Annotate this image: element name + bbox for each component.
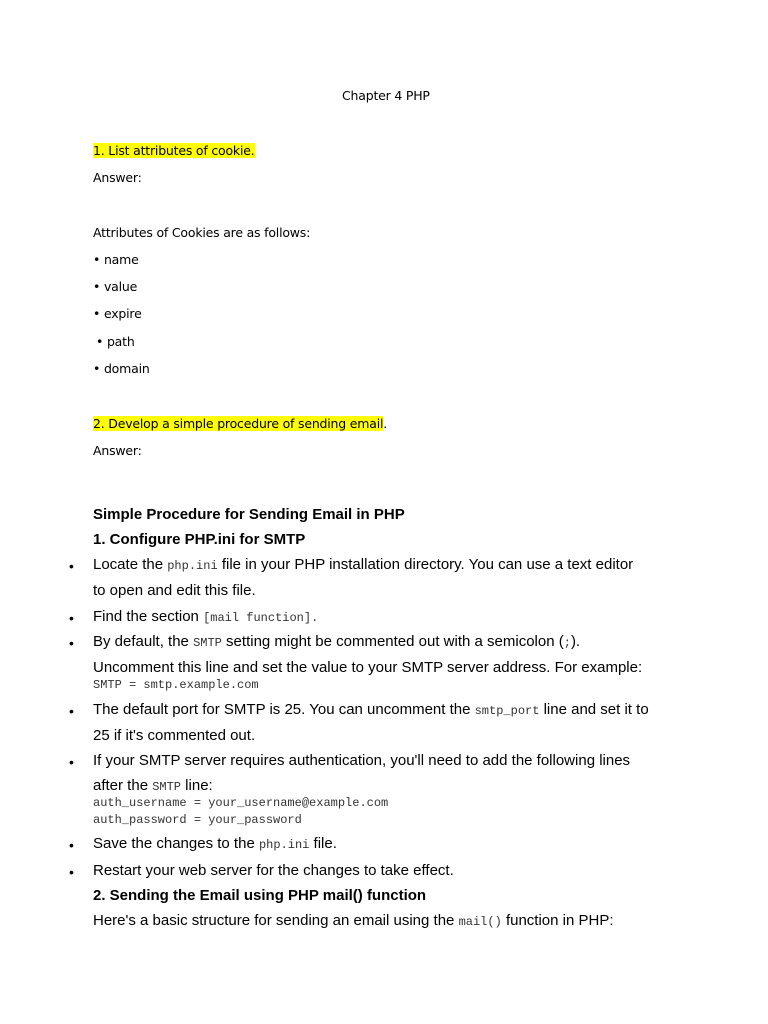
bullet-smtp-port: The default port for SMTP is 25. You can uncomment the smtp_port line and set it to: [93, 701, 649, 718]
list-item: • name: [93, 252, 139, 267]
bullet-save-changes: Save the changes to the php.ini file.: [93, 835, 337, 852]
bullet-dot: •: [69, 635, 74, 651]
question-2: 2. Develop a simple procedure of sending email.: [93, 416, 388, 431]
code-smtp-example: SMTP = smtp.example.com: [93, 678, 259, 692]
question-1-highlight: 1. List attributes of cookie.: [93, 143, 255, 158]
bullet-dot: •: [69, 558, 74, 574]
question-2-highlight: 2. Develop a simple procedure of sending email: [93, 416, 384, 431]
bullet-locate-phpini-cont: to open and edit this file.: [93, 582, 256, 599]
bullet-dot: •: [69, 864, 74, 880]
step-1-heading: 1. Configure PHP.ini for SMTP: [93, 531, 306, 548]
answer-label-2: Answer:: [93, 443, 142, 458]
list-item: • value: [93, 279, 138, 294]
bullet-smtp-default-cont: Uncomment this line and set the value to your SMTP server address. For example:: [93, 659, 643, 676]
step-2-heading: 2. Sending the Email using PHP mail() function: [93, 887, 427, 904]
procedure-heading: Simple Procedure for Sending Email in PHP: [93, 506, 405, 523]
page-title: Chapter 4 PHP: [342, 88, 430, 103]
bullet-locate-phpini: Locate the php.ini file in your PHP installation directory. You can use a text editor: [93, 556, 634, 573]
step-2-intro: Here's a basic structure for sending an email using the mail() function in PHP:: [93, 912, 614, 929]
code-auth-username: auth_username = your_username@example.com: [93, 796, 389, 810]
bullet-restart-server: Restart your web server for the changes to take effect.: [93, 862, 454, 879]
bullet-smtp-port-cont: 25 if it's commented out.: [93, 727, 256, 744]
code-auth-password: auth_password = your_password: [93, 813, 302, 827]
bullet-dot: •: [69, 754, 74, 770]
answer-label-1: Answer:: [93, 170, 142, 185]
bullet-find-section: Find the section [mail function].: [93, 608, 319, 625]
question-1: [93, 143, 255, 158]
bullet-smtp-auth-cont: after the SMTP line:: [93, 777, 213, 794]
bullet-dot: •: [69, 703, 74, 719]
bullet-dot: •: [69, 837, 74, 853]
list-item: • path: [96, 334, 135, 349]
bullet-smtp-auth: If your SMTP server requires authentication, you'll need to add the following lines: [93, 752, 631, 769]
cookie-attributes-intro: Attributes of Cookies are as follows:: [93, 225, 311, 240]
bullet-smtp-default: By default, the SMTP setting might be commented out with a semicolon (;).: [93, 633, 581, 650]
bullet-dot: •: [69, 610, 74, 626]
list-item: • domain: [93, 361, 150, 376]
list-item: • expire: [93, 306, 142, 321]
